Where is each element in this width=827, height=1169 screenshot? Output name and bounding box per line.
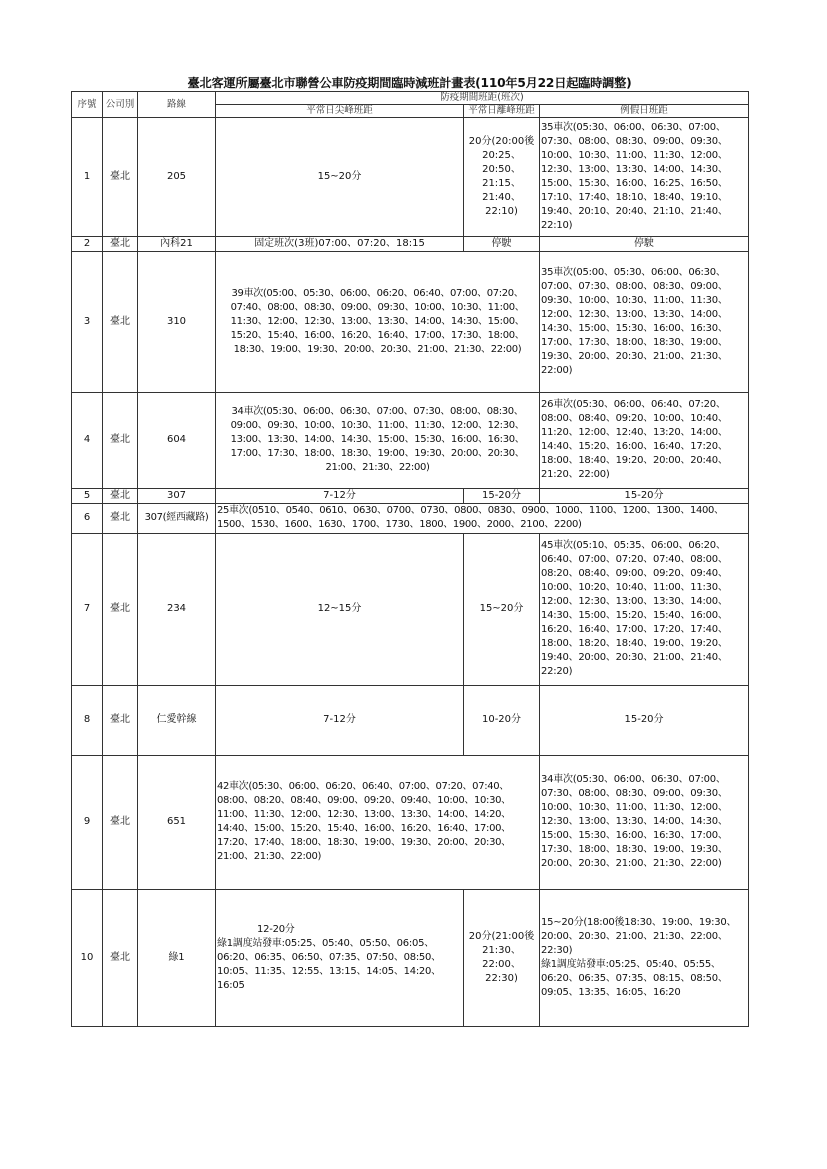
- cell-seq: 10: [72, 889, 103, 1026]
- cell-holiday: 15-20分: [540, 488, 749, 503]
- cell-route: 307(經西藏路): [138, 503, 216, 533]
- table-row: [72, 533, 749, 685]
- cell-company: 臺北: [103, 503, 138, 533]
- cell-company: 臺北: [103, 755, 138, 889]
- cell-route: 310: [138, 251, 216, 392]
- header-seq: 序號: [72, 92, 103, 118]
- cell-holiday: 15-20分: [540, 685, 749, 755]
- cell-peak: 15~20分: [216, 117, 464, 236]
- cell-route: 604: [138, 392, 216, 488]
- cell-peak-headway: 12-20分: [257, 923, 295, 935]
- cell-peak: 固定班次(3班)07:00、07:20、18:15: [216, 236, 464, 251]
- cell-company: 臺北: [103, 685, 138, 755]
- cell-all-schedule: 25車次(0510、0540、0610、0630、0700、0730、0800、0830、0900、1000、1100、1200、1300、1400、1500、1530、1600、1630、1700、1730、1800、1900、2000、2100、2200): [216, 503, 749, 533]
- cell-seq: 3: [72, 251, 103, 392]
- cell-offpeak: 15-20分: [464, 488, 540, 503]
- cell-weekday: 34車次(05:30、06:00、06:30、07:00、07:30、08:00、08:30、09:00、09:30、10:00、10:30、11:00、11:30、12:00、12:30、13:00、13:30、14:00、14:30、15:00、15:30、16:00、16:30、17:00、17:30、18:00、18:30、19:00、19:30、20:00、20:30、21:00、21:30、22:00): [216, 392, 540, 488]
- table-row: [72, 488, 749, 503]
- header-company: 公司別: [103, 92, 138, 118]
- schedule-table: [71, 91, 749, 1027]
- cell-peak: 7-12分: [216, 685, 464, 755]
- cell-company: 臺北: [103, 251, 138, 392]
- cell-seq: 6: [72, 503, 103, 533]
- header-weekday-peak: 平常日尖峰班距: [216, 104, 464, 117]
- cell-offpeak: 20分(20:00後 20:25、 20:50、 21:15、 21:40、 22:10): [464, 117, 540, 236]
- table-row: [72, 117, 749, 236]
- cell-holiday: 34車次(05:30、06:00、06:30、07:00、07:30、08:00、08:30、09:00、09:30、10:00、10:30、11:00、11:30、12:00、12:30、13:00、13:30、14:00、14:30、15:00、15:30、16:00、16:30、17:00、17:30、18:00、18:30、19:00、19:30、20:00、20:30、21:00、21:30、22:00): [540, 755, 749, 889]
- cell-route: 綠1: [138, 889, 216, 1026]
- table-row: [72, 251, 749, 392]
- cell-company: 臺北: [103, 488, 138, 503]
- cell-peak: [216, 889, 464, 1026]
- cell-offpeak: 停駛: [464, 236, 540, 251]
- cell-holiday: 停駛: [540, 236, 749, 251]
- cell-route: 651: [138, 755, 216, 889]
- page-title: 臺北客運所屬臺北市聯營公車防疫期間臨時減班計畫表(110年5月22日起臨時調整): [187, 76, 632, 90]
- cell-company: 臺北: [103, 889, 138, 1026]
- cell-holiday: 35車次(05:30、06:00、06:30、07:00、07:30、08:00、08:30、09:00、09:30、10:00、10:30、11:00、11:30、12:00、12:30、13:00、13:30、14:00、14:30、15:00、15:30、16:00、16:25、16:50、17:10、17:40、18:10、18:40、19:10、19:40、20:10、20:40、21:10、21:40、22:10): [540, 117, 749, 236]
- header-group: 防疫期間班距(班次): [216, 92, 749, 105]
- cell-route: 307: [138, 488, 216, 503]
- table-row: [72, 889, 749, 1026]
- cell-company: 臺北: [103, 533, 138, 685]
- cell-seq: 4: [72, 392, 103, 488]
- cell-peak: 12~15分: [216, 533, 464, 685]
- cell-seq: 7: [72, 533, 103, 685]
- cell-seq: 8: [72, 685, 103, 755]
- header-route: 路線: [138, 92, 216, 118]
- cell-company: 臺北: [103, 392, 138, 488]
- cell-route: 仁愛幹線: [138, 685, 216, 755]
- cell-weekday: 42車次(05:30、06:00、06:20、06:40、07:00、07:20、07:40、08:00、08:20、08:40、09:00、09:20、09:40、10:00、10:30、11:00、11:30、12:00、12:30、13:00、13:30、14:00、14:20、14:40、15:00、15:20、15:40、16:00、16:20、16:40、17:00、17:20、17:40、18:00、18:30、19:00、19:30、20:00、20:30、21:00、21:30、22:00): [216, 755, 540, 889]
- cell-holiday: 35車次(05:00、05:30、06:00、06:30、07:00、07:30、08:00、08:30、09:00、09:30、10:00、10:30、11:00、11:30、12:00、12:30、13:00、13:30、14:00、14:30、15:00、15:30、16:00、16:30、17:00、17:30、18:00、18:30、19:00、19:30、20:00、20:30、21:00、21:30、22:00): [540, 251, 749, 392]
- cell-holiday: 45車次(05:10、05:35、06:00、06:20、06:40、07:00、07:20、07:40、08:00、08:20、08:40、09:00、09:20、09:40、10:00、10:20、10:40、11:00、11:30、12:00、12:30、13:00、13:30、14:00、14:30、15:00、15:20、15:40、16:00、16:20、16:40、17:00、17:20、17:40、18:00、18:20、18:40、19:00、19:20、19:40、20:00、20:30、21:00、21:40、22:20): [540, 533, 749, 685]
- cell-seq: 5: [72, 488, 103, 503]
- header-holiday: 例假日班距: [540, 104, 749, 117]
- cell-route: 205: [138, 117, 216, 236]
- cell-seq: 9: [72, 755, 103, 889]
- table-row: [72, 685, 749, 755]
- cell-offpeak: 10-20分: [464, 685, 540, 755]
- table-row: [72, 755, 749, 889]
- cell-holiday: 26車次(05:30、06:00、06:40、07:20、08:00、08:40、09:20、10:00、10:40、11:20、12:00、12:40、13:20、14:00、14:40、15:20、16:00、16:40、17:20、18:00、18:40、19:20、20:00、20:40、21:20、22:00): [540, 392, 749, 488]
- table-row: [72, 392, 749, 488]
- cell-route: 234: [138, 533, 216, 685]
- cell-peak: 7-12分: [216, 488, 464, 503]
- header-weekday-offpeak: 平常日離峰班距: [464, 104, 540, 117]
- cell-company: 臺北: [103, 117, 138, 236]
- table-row: [72, 503, 749, 533]
- cell-route: 內科21: [138, 236, 216, 251]
- cell-seq: 2: [72, 236, 103, 251]
- cell-company: 臺北: [103, 236, 138, 251]
- cell-seq: 1: [72, 117, 103, 236]
- cell-offpeak: 15~20分: [464, 533, 540, 685]
- cell-peak-dispatch: 綠1調度站發車:05:25、05:40、05:50、06:05、06:20、06:35、06:50、07:35、07:50、08:50、10:05、11:35、12:55、13:15、14:05、14:20、16:05: [217, 937, 441, 991]
- table-row: [72, 236, 749, 251]
- cell-holiday: 15~20分(18:00後18:30、19:00、19:30、20:00、20:30、21:00、21:30、22:00、22:30) 綠1調度站發車:05:25、05:40、05:55、06:20、06:35、07:35、08:15、08:50、09:05、13:35、16:05、16:20: [540, 889, 749, 1026]
- cell-weekday: 39車次(05:00、05:30、06:00、06:20、06:40、07:00、07:20、07:40、08:00、08:30、09:00、09:30、10:00、10:30、11:00、11:30、12:00、12:30、13:00、13:30、14:00、14:30、15:00、15:20、15:40、16:00、16:20、16:40、17:00、17:30、18:00、18:30、19:00、19:30、20:00、20:30、21:00、21:30、22:00): [216, 251, 540, 392]
- cell-offpeak: 20分(21:00後 21:30、 22:00、 22:30): [464, 889, 540, 1026]
